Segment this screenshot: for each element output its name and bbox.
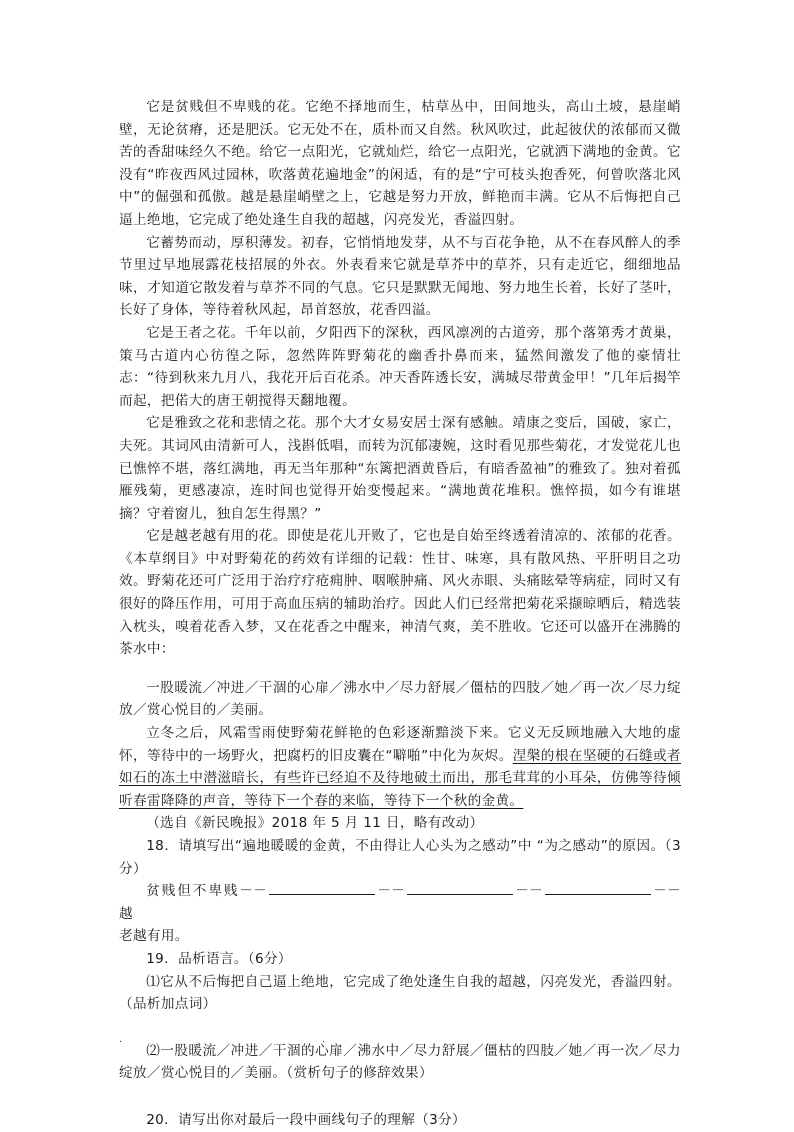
- paragraph-6-text: 立冬之后，风霜雪雨使野菊花鲜艳的色彩逐渐黯淡下来。它义无反顾地融入大地的虚怀，等待中的一场野火，把腐朽的旧皮囊在“噼啪”中化为灰烬。: [119, 725, 681, 764]
- spacer: [119, 661, 681, 677]
- dot-mark-left: .: [119, 1034, 123, 1045]
- question-19: 19．品析语言。（6分）: [146, 950, 292, 967]
- paragraph-5: 它是越老越有用的花。即使是花儿开败了，它也是自始至终透着清凉的、浓郁的花香。《本草纲目》中对野菊花的药效有详细的记载：性甘、味寒，具有散风热、平肝明目之功效。野菊花还可广泛用于治疗疗疮痈肿、咽喉肿痛、风火赤眼、头痛眩晕等病症，同时又有很好的降压作用，可用于高血压病的辅助治疗。因此人们已经常把菊花采撷晾晒后，精选装入枕头，嗅着花香入梦，又在花香之中醒来，神清气爽，美不胜收。它还可以盛开在沸腾的茶水中：: [119, 528, 681, 658]
- answer-space[interactable]: [119, 1016, 681, 1040]
- answer-blank-2[interactable]: [407, 880, 513, 895]
- answer-blank-3[interactable]: [545, 880, 651, 895]
- answer-prefix: 贫贱但不卑贱－－: [146, 883, 268, 900]
- question-18-answer-line: [119, 880, 681, 925]
- poem-lines: 一股暖流／冲进／干涸的心扉／沸水中／尽力舒展／僵枯的四肢／她／再一次／尽力绽放／赏心悦目的／美丽。: [119, 679, 681, 719]
- answer-separator: －－: [515, 883, 544, 900]
- answer-space[interactable]: [119, 1085, 681, 1109]
- question-19-part-1: ⑴它从不后悔把自己逼上绝地，它完成了绝处逢生自我的超越，闪亮发光，香溢四射。（品析加点词）: [119, 973, 681, 1013]
- question-18-answer-end: 老越有用。: [119, 928, 189, 945]
- answer-separator: －－: [377, 883, 406, 900]
- question-20: 20．请写出你对最后一段中画线句子的理解（3分）: [146, 1111, 467, 1128]
- paragraph-4: 它是雅致之花和悲情之花。那个大才女易安居士深有感触。靖康之变后，国破，家亡，夫死。其词风由清新可人，浅斟低唱，而转为沉郁凄婉，这时看见那些菊花，才发觉花儿也已憔悴不堪，落红满地，再无当年那种“东篱把酒黄昏后，有暗香盈袖”的雅致了。独对着孤雁残菊，更感凄凉，连时间也觉得开始变慢起来。“满地黄花堆积。憔悴损，如今有谁堪摘？守着窗儿，独自怎生得黑？”: [119, 415, 681, 522]
- underlined-sentence: 涅槃的根在坚硬的石缝或者如石的冻土中潜滋暗长，有些许已经迫不及待地破土而出，那毛茸茸的小耳朵，仿佛等待倾听春雷降降的声音，等待下一个春的来临，等待下一个秋的金黄。: [119, 747, 681, 809]
- question-19-part-2: ⑵一股暖流／冲进／干涸的心扉／沸水中／尽力舒展／僵枯的四肢／她／再一次／尽力绽放／赏心悦目的／美丽。（赏析句子的修辞效果）: [119, 1042, 681, 1082]
- dot-mark-right: .: [322, 1034, 326, 1045]
- paragraph-1: 它是贫贱但不卑贱的花。它绝不择地而生，枯草丛中，田间地头，高山土坡，悬崖峭壁，无论贫瘠，还是肥沃。它无处不在，质朴而又自然。秋风吹过，此起彼伏的浓郁而又微苦的香甜味经久不绝。给它一点阳光，它就灿烂，给它一点阳光，它就洒下满地的金黄。它没有“昨夜西风过园林，吹落黄花遍地金”的闲适，有的是“宁可枝头抱香死，何曾吹落北风中”的倔强和孤傲。越是悬崖峭壁之上，它越是努力开放，鲜艳而丰满。它从不后悔把自己逼上绝地，它完成了绝处逢生自我的超越，闪亮发光，香溢四射。: [119, 99, 681, 228]
- question-18: 18．请填写出“遍地暖暖的金黄，不由得让人心头为之感动”中 “为之感动”的原因。（3分）: [119, 838, 681, 877]
- exam-page: [119, 96, 681, 1132]
- paragraph-3: 它是王者之花。千年以前，夕阳西下的深秋，西风凛冽的古道旁，那个落第秀才黄巢，策马古道内心彷徨之际，忽然阵阵野菊花的幽香扑鼻而来，猛然间激发了他的豪情壮志：“待到秋来九月八，我花开后百花杀。冲天香阵透长安，满城尽带黄金甲！”几年后揭竿而起，把偌大的唐王朝搅得天翻地覆。: [119, 324, 681, 409]
- paragraph-2: 它蓄势而动，厚积薄发。初春，它悄悄地发芽，从不与百花争艳，从不在春风醉人的季节里过早地展露花枝招展的外衣。外表看来它就是草芥中的草芥，只有走近它，细细地品味，才知道它散发着与草芥不同的气息。它只是默默无闻地、努力地生长着，长好了茎叶，长好了身体，等待着秋风起，昂首怒放，花香四溢。: [119, 234, 681, 319]
- answer-suffix: －－越: [119, 883, 681, 922]
- answer-blank-1[interactable]: [269, 880, 375, 895]
- paragraph-6: [119, 722, 681, 812]
- source-citation: （选自《新民晚报》2018 年 5 月 11 日，略有改动）: [146, 815, 484, 832]
